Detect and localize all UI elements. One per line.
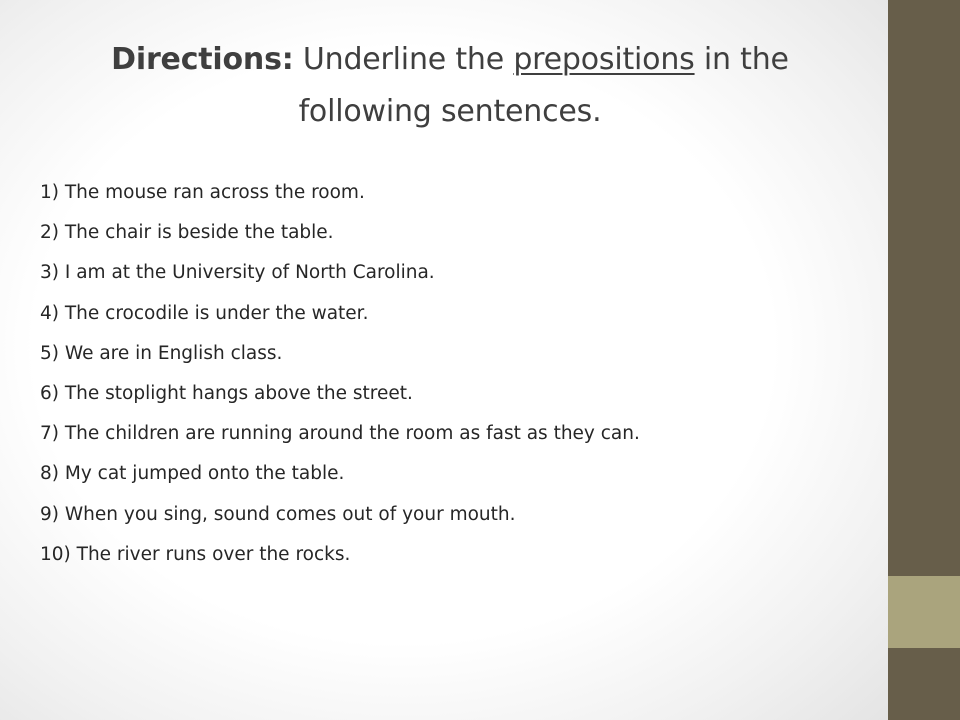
- side-bar-top-segment: [888, 0, 960, 576]
- sentence-item: 8) My cat jumped onto the table.: [40, 463, 345, 485]
- sentence-list: [40, 173, 880, 575]
- side-bar-bottom-segment: [888, 648, 960, 720]
- sentence-item: 9) When you sing, sound comes out of your mouth.: [40, 503, 516, 525]
- sentence-item: 5) We are in English class.: [40, 342, 283, 364]
- decorative-side-bar: [888, 0, 960, 720]
- side-bar-middle-segment: [888, 576, 960, 648]
- title-text-part-1: Underline the: [293, 42, 514, 77]
- sentence-item: 3) I am at the University of North Carolina.: [40, 262, 435, 284]
- slide-title: [40, 34, 860, 138]
- sentence-item: 1) The mouse ran across the room.: [40, 182, 365, 203]
- sentence-item: 2) The chair is beside the table.: [40, 222, 334, 244]
- title-text-part-2: in the following sentences.: [298, 42, 789, 129]
- sentence-item: 10) The river runs over the rocks.: [40, 543, 351, 565]
- sentence-item: 6) The stoplight hangs above the street.: [40, 383, 413, 405]
- title-bold-label: Directions:: [111, 42, 294, 77]
- sentence-item: 7) The children are running around the room as fast as they can.: [40, 423, 640, 445]
- title-underlined-word: prepositions: [513, 42, 695, 77]
- sentence-item: 4) The crocodile is under the water.: [40, 302, 369, 324]
